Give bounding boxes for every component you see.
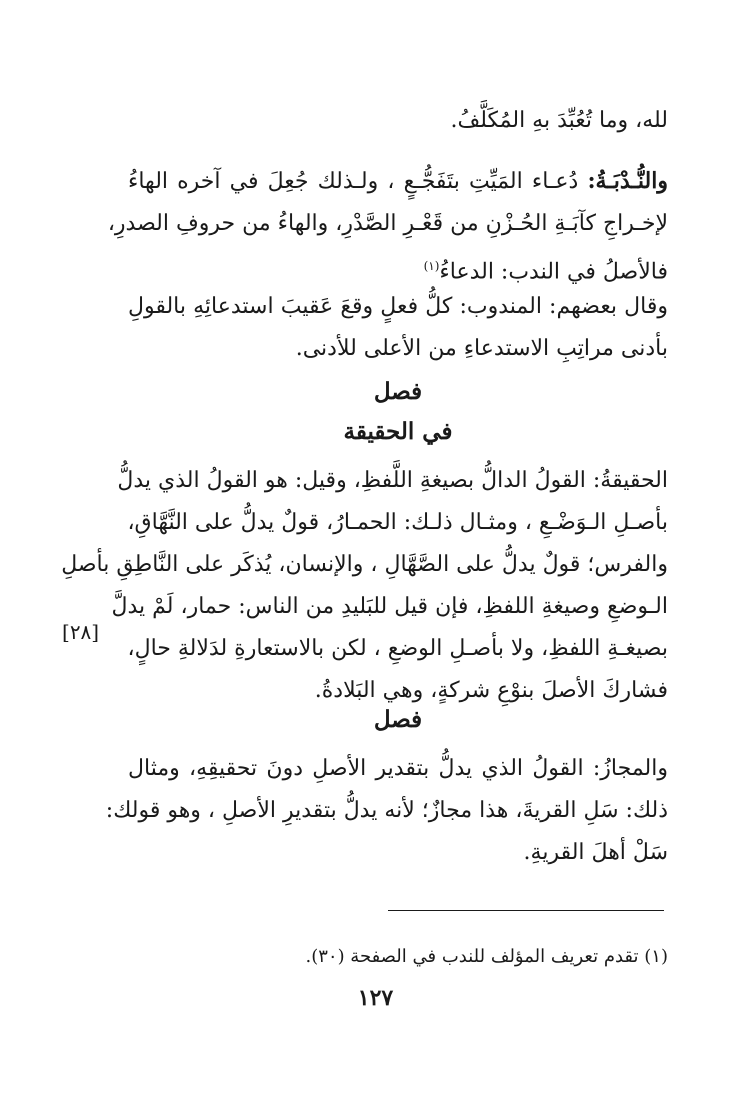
text-line: لله، وما تُعُبِّدَ بهِ المُكَلَّفُ.	[450, 108, 668, 133]
text-line: بصيغـةِ اللفظِ، ولا بأصـلِ الوضعِ ، لكن بالاستعارةِ لدَلالةِ حالٍ،	[127, 636, 668, 661]
text-line: الحقيقةُ: القولُ الدالُّ بصيغةِ اللَّفظِ، وقيل: هو القولُ الذي يدلُّ	[117, 468, 668, 493]
paragraph-opening	[128, 100, 668, 142]
text-span: دُعـاء المَيِّتِ بتَفَجُّـعٍ ، ولـذلك جُعِلَ في آخره الهاءُ	[128, 169, 579, 194]
text-line: لإخـراجِ كآبَـةِ الحُـزْنِ من قَعْـرِ الصَّدْرِ، والهاءُ من حروفِ الصدرِ،	[107, 211, 668, 236]
text-line: بأدنى مراتِبِ الاستدعاءِ من الأعلى للأدنى.	[295, 336, 668, 361]
footnote-separator	[388, 910, 664, 911]
heading-fasl-1: فصل	[373, 378, 423, 405]
page-number: ١٢٧	[357, 985, 394, 1011]
text-line: ذلك: سَلِ القريةَ، هذا مجازٌ؛ لأنه يدلُّ بتقديرِ الأصلِ ، وهو قولك:	[105, 798, 668, 823]
heading-fi-alhaqiqa: في الحقيقة	[343, 418, 453, 445]
text-line: فشاركَ الأصلَ بنوْعِ شركةٍ، وهي البَلادةُ.	[314, 678, 668, 703]
text-line: والفرس؛ قولٌ يدلُّ على الصَّهَّالِ ، والإنسان، يُذكَر على النَّاطِقِ بأصلِ	[61, 552, 668, 577]
footnote-ref: (١)	[423, 259, 440, 273]
heading-fasl-2: فصل	[373, 706, 423, 733]
paragraph-nudba	[107, 160, 668, 293]
term-nudba: والنُّـدْبَـةُ:	[587, 168, 668, 194]
paragraph-mandub	[128, 286, 668, 370]
text-line: سَلْ أهلَ القريةِ.	[523, 840, 668, 865]
margin-page-marker: [٢٨]	[62, 620, 100, 644]
footnote: (١) تقدم تعريف المؤلف للندب في الصفحة (٣٠).	[305, 946, 668, 967]
text-span: فالأصلُ في الندب: الدعاءُ	[439, 259, 668, 285]
text-line	[128, 160, 668, 203]
text-line: والمجازُ: القولُ الذي يدلُّ بتقدير الأصلِ دونَ تحقيقِهِ، ومثال	[128, 756, 668, 781]
text-line: وقال بعضهم: المندوب: كلُّ فعلٍ وقعَ عَقيبَ استدعائِهِ بالقولِ	[128, 294, 668, 319]
paragraph-majaz	[105, 748, 668, 874]
text-line: الـوضعِ وصيغةِ اللفظِ، فإن قيل للبَليدِ من الناس: حمار، لَمْ يدلَّ	[111, 594, 668, 619]
text-line: بأصـلِ الـوَضْـعِ ، ومثـال ذلـك: الحمـارُ، قولٌ يدلُّ على النَّهَّاقِ،	[127, 510, 668, 535]
